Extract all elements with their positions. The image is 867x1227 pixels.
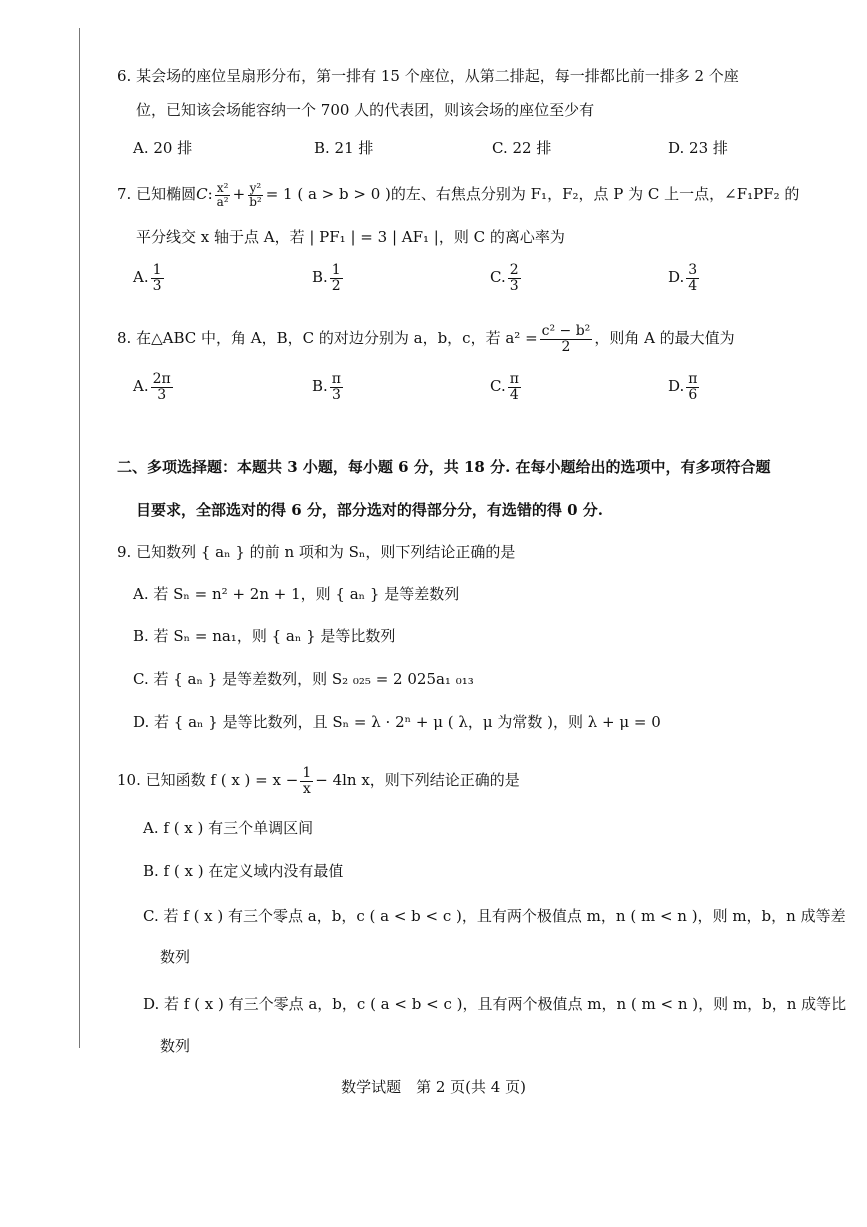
q8-suffix: ，则角 A 的最大值为 [594,329,735,347]
q9-option-c: C. 若 { aₙ } 是等差数列，则 S₂ ₀₂₅ = 2 025a₁ ₀₁₃ [133,670,474,688]
q7-line1 [117,172,799,216]
q8-frac: $\frac{\text{c² − b²}}{2}$ [541,322,591,355]
section2-heading-line1: 二、多项选择题：本题共 3 小题，每小题 6 分，共 18 分. 在每小题给出的选项中，有多项符合题 [117,458,771,476]
q10-option-d-line1: D. 若 f ( x ) 有三个零点 a，b，c ( a < b < c )，且有两个极值点 m，n ( m < n )，则 m，b，n 成等比 [143,995,847,1013]
q8-option-b: B. $\frac{\pi}{3}$ [312,371,341,403]
q6-line1: 6. 某会场的座位呈扇形分布，第一排有 15 个座位，从第二排起，每一排都比前一排多 2 个座 [117,67,739,85]
page-margin-line [79,28,80,1048]
q10-option-c-line1: C. 若 f ( x ) 有三个零点 a，b，c ( a < b < c )，且有两个极值点 m，n ( m < n )，则 m，b，n 成等差 [143,907,846,925]
q9-stem: 9. 已知数列 { aₙ } 的前 n 项和为 Sₙ，则下列结论正确的是 [117,543,516,561]
q7-ellipse-name: C [196,185,208,203]
q7-frac-x: $\frac{\text{x²}}{\text{a²}}$ [216,180,229,209]
q10-prefix: 10. 已知函数 f ( x ) = x − [117,771,299,789]
q7-colon: : [207,185,213,203]
q8-option-d: D. $\frac{\pi}{6}$ [668,371,698,403]
q10-suffix: − 4ln x，则下列结论正确的是 [315,771,520,789]
q7-line2: 平分线交 x 轴于点 A，若 | PF₁ | = 3 | AF₁ |，则 C 的离心率为 [136,228,565,246]
q6-option-b: B. 21 排 [314,139,374,157]
q9-option-b: B. 若 Sₙ = na₁，则 { aₙ } 是等比数列 [133,627,396,645]
q9-option-a: A. 若 Sₙ = n² + 2n + 1，则 { aₙ } 是等差数列 [133,585,460,603]
q7-option-a: A. $\frac{1}{3}$ [133,262,162,294]
q10-option-a: A. f ( x ) 有三个单调区间 [143,819,314,837]
q7-eq-rest: = 1 ( a > b > 0 ) [265,185,391,203]
q6-option-a: A. 20 排 [133,139,193,157]
q8-option-c: C. $\frac{\pi}{4}$ [490,371,519,403]
q9-option-d: D. 若 { aₙ } 是等比数列，且 Sₙ = λ · 2ⁿ + μ ( λ，μ 为常数 )，则 λ + μ = 0 [133,713,661,731]
q7-text-rest: 的左、右焦点分别为 F₁，F₂，点 P 为 C 上一点，∠F₁PF₂ 的 [390,185,800,203]
page-footer: 数学试题 第 2 页(共 4 页) [341,1078,526,1096]
q7-plus: + [232,185,246,203]
section2-heading-line2: 目要求，全部选对的得 6 分，部分选对的得部分分，有选错的得 0 分. [136,501,603,519]
q6-line2: 位，已知该会场能容纳一个 700 人的代表团，则该会场的座位至少有 [136,101,595,119]
q10-option-b: B. f ( x ) 在定义域内没有最值 [143,862,344,880]
q8-prefix: 8. 在△ABC 中，角 A，B，C 的对边分别为 a，b，c，若 a² = [117,329,538,347]
q8-option-a: A. $\frac{2\pi}{3}$ [133,371,171,403]
q7-prefix: 7. 已知椭圆 [117,185,197,203]
q7-option-b: B. $\frac{1}{2}$ [312,262,341,294]
q6-option-c: C. 22 排 [492,139,552,157]
q6-option-d: D. 23 排 [668,139,728,157]
q7-option-c: C. $\frac{2}{3}$ [490,262,519,294]
q10-option-d-line2: 数列 [160,1037,191,1055]
q10-frac: $\frac{1}{x}$ [302,764,312,797]
q10-stem [117,758,520,802]
q8-line1 [117,316,735,360]
q7-frac-y: $\frac{\text{y²}}{\text{b²}}$ [249,180,262,209]
q7-option-d: D. $\frac{3}{4}$ [668,262,698,294]
q10-option-c-line2: 数列 [160,948,191,966]
